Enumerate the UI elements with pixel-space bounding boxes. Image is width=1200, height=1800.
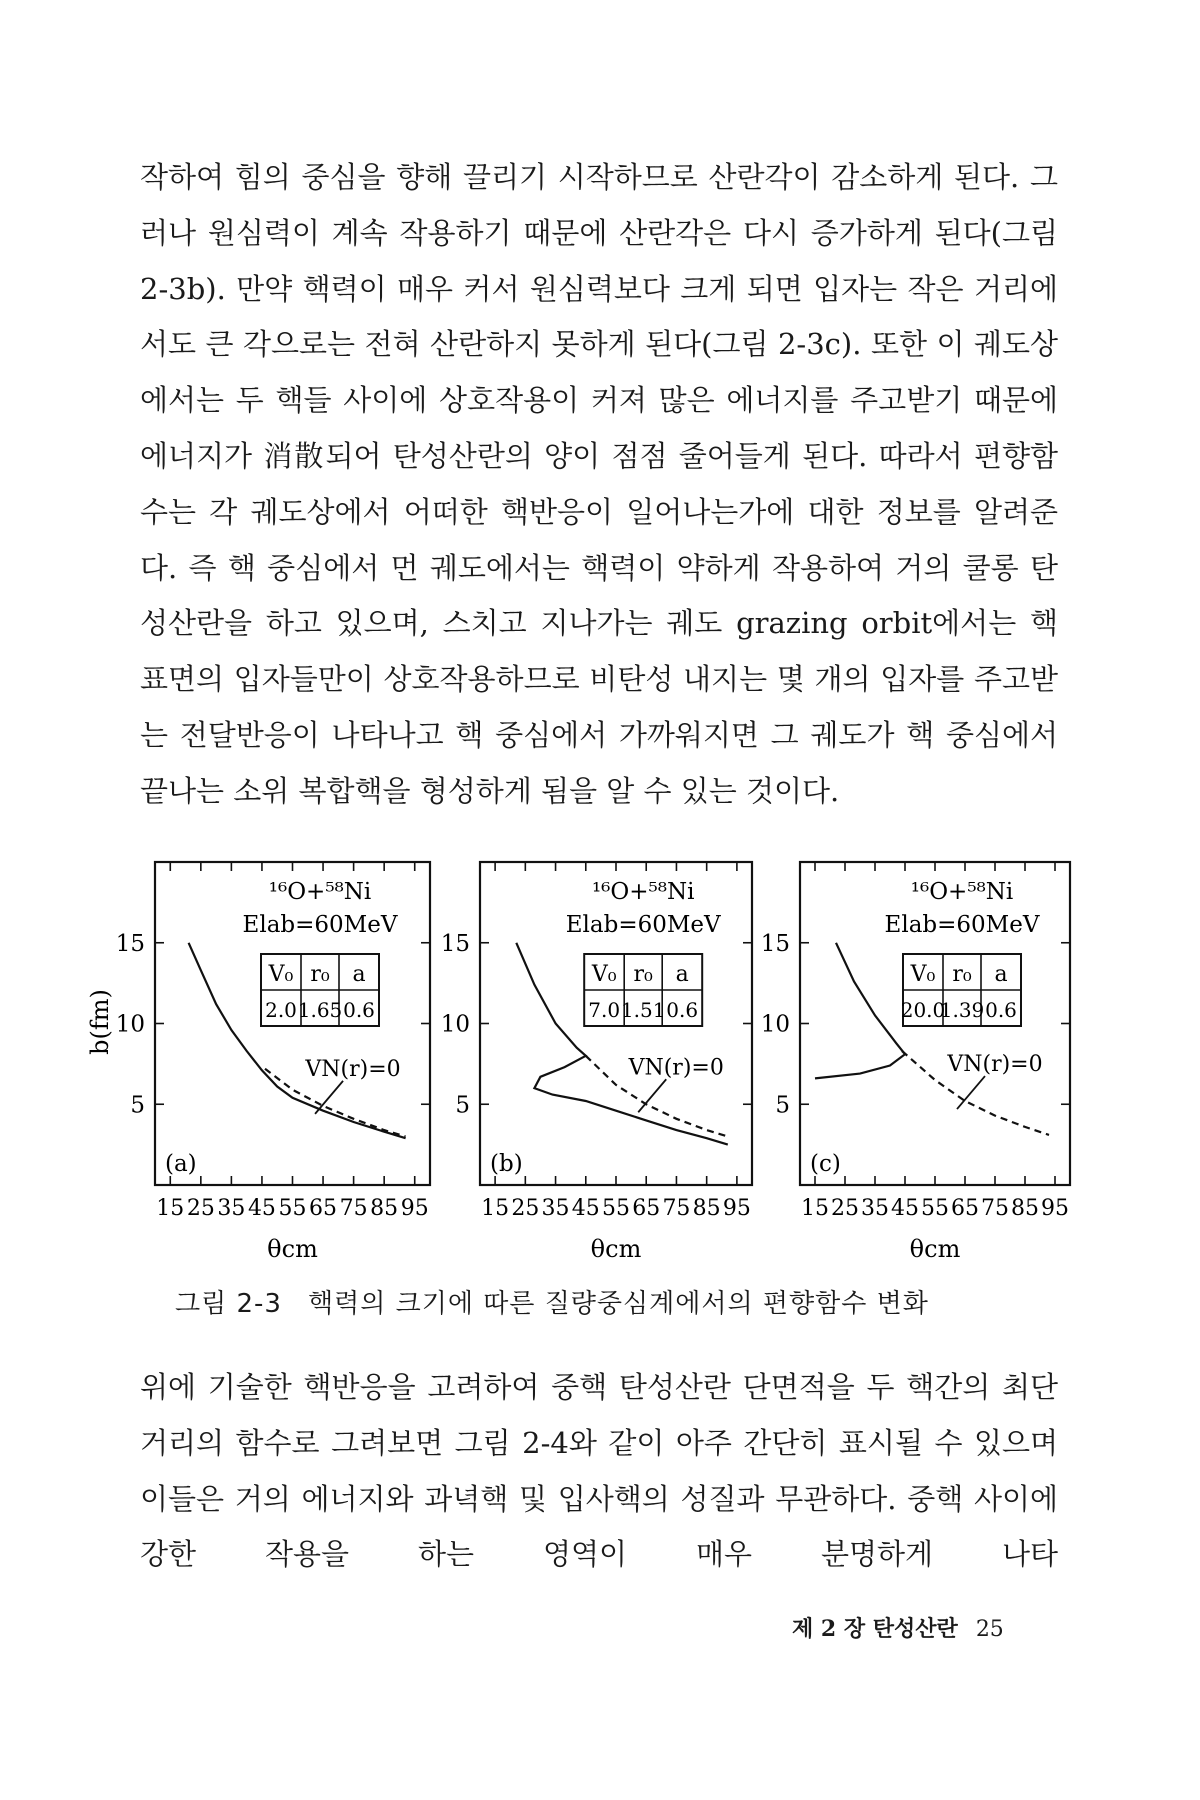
panel-3 <box>761 862 1070 1263</box>
x-tick-label: 65 <box>309 1196 338 1221</box>
x-tick-label: 55 <box>278 1196 307 1221</box>
x-axis-label: θcm <box>590 1235 642 1263</box>
coulomb-label: VN(r)=0 <box>628 1055 724 1081</box>
x-tick-label: 35 <box>861 1196 889 1221</box>
table-header: V₀ <box>268 962 294 987</box>
reaction-label: ¹⁶O+⁵⁸Ni <box>591 879 695 905</box>
y-tick-label: 10 <box>115 1011 145 1038</box>
x-tick-label: 65 <box>951 1196 979 1221</box>
x-tick-label: 95 <box>400 1196 429 1221</box>
table-header: r₀ <box>952 962 972 987</box>
y-tick-label: 5 <box>455 1092 470 1119</box>
body-paragraph-1: 작하여 힘의 중심을 향해 끌리기 시작하므로 산란각이 감소하게 된다. 그러나 원심력이 계속 작용하기 때문에 산란각은 다시 증가하게 된다(그림 2-3b). 만약 핵력이 매우 커서 원심력보다 크게 되면 입자는 작은 거리에서도 큰 각으로는 전혀 산란하지 못하게 된다(그림 2-3c). 또한 이 궤도상에서는 두 핵들 사이에 상호작용이 커져 많은 에너지를 주고받기 때문에 에너지가 消散되어 탄성산란의 양이 점점 줄어들게 된다. 따라서 편향함수는 각 궤도상에서 어떠한 핵반응이 일어나는가에 대한 정보를 알려준다. 즉 핵 중심에서 먼 궤도에서는 핵력이 약하게 작용하여 거의 쿨롱 탄성산란을 하고 있으며, 스치고 지나가는 궤도 grazing orbit에서는 핵 표면의 입자들만이 상호작용하므로 비탄성 내지는 몇 개의 입자를 주고받는 전달반응이 나타나고 핵 중심에서 가까워지면 그 궤도가 핵 중심에서 끝나는 소위 복합핵을 형성하게 됨을 알 수 있는 것이다. <box>140 160 1058 808</box>
caption-text: 핵력의 크기에 따른 질량중심계에서의 편향함수 변화 <box>307 1289 929 1319</box>
figure-caption <box>175 1283 929 1320</box>
x-tick-label: 25 <box>831 1196 859 1221</box>
y-tick-label: 15 <box>440 930 470 957</box>
reaction-label: ¹⁶O+⁵⁸Ni <box>910 879 1014 905</box>
table-header: r₀ <box>310 962 330 987</box>
x-tick-label: 15 <box>801 1196 829 1221</box>
x-tick-label: 45 <box>247 1196 276 1221</box>
x-tick-label: 85 <box>370 1196 399 1221</box>
chapter-title: 제 2 장 탄성산란 <box>792 1616 958 1642</box>
reaction-label: ¹⁶O+⁵⁸Ni <box>268 879 372 905</box>
table-header: V₀ <box>910 962 936 987</box>
table-header: a <box>675 962 689 987</box>
y-tick-label: 15 <box>760 930 790 957</box>
x-tick-label: 25 <box>186 1196 215 1221</box>
y-tick-label: 5 <box>775 1092 790 1119</box>
coulomb-label: VN(r)=0 <box>947 1052 1043 1078</box>
x-axis-label: θcm <box>909 1235 961 1263</box>
x-tick-label: 15 <box>156 1196 185 1221</box>
y-axis-label: b(fm) <box>86 989 114 1055</box>
x-tick-label: 25 <box>511 1196 540 1221</box>
panel-label: (a) <box>165 1151 197 1177</box>
panel-2 <box>441 862 752 1263</box>
y-tick-label: 5 <box>130 1092 145 1119</box>
table-header: r₀ <box>633 962 653 987</box>
energy-label: Elab=60MeV <box>565 912 721 938</box>
table-value: 1.65 <box>297 998 343 1022</box>
energy-label: Elab=60MeV <box>884 912 1040 938</box>
page-number: 25 <box>975 1617 1004 1642</box>
body-paragraph-2: 위에 기술한 핵반응을 고려하여 중핵 탄성산란 단면적을 두 핵간의 최단거리의 함수로 그려보면 그림 2-4와 같이 아주 간단히 표시될 수 있으며 이들은 거의 에너지와 과녁핵 및 입사핵의 성질과 무관하다. 중핵 사이에 강한 작용을 하는 영역이 매우 분명하게 나타 <box>140 1370 1058 1572</box>
table-header: a <box>994 962 1008 987</box>
page-footer <box>792 1612 1004 1643</box>
x-tick-label: 85 <box>1011 1196 1039 1221</box>
x-tick-label: 75 <box>981 1196 1009 1221</box>
y-tick-label: 10 <box>440 1011 470 1038</box>
x-tick-label: 35 <box>217 1196 246 1221</box>
table-value: 0.6 <box>985 998 1017 1022</box>
y-tick-label: 10 <box>760 1011 790 1038</box>
panel-1 <box>116 862 430 1263</box>
coulomb-label: VN(r)=0 <box>305 1056 401 1082</box>
panel-label: (b) <box>490 1151 523 1177</box>
x-tick-label: 35 <box>541 1196 570 1221</box>
energy-label: Elab=60MeV <box>242 912 398 938</box>
x-tick-label: 75 <box>662 1196 691 1221</box>
x-tick-label: 85 <box>692 1196 721 1221</box>
x-tick-label: 75 <box>339 1196 368 1221</box>
x-tick-label: 55 <box>602 1196 630 1221</box>
table-header: V₀ <box>591 962 617 987</box>
y-tick-label: 15 <box>115 930 145 957</box>
table-value: 1.39 <box>939 998 985 1022</box>
table-value: 2.0 <box>265 998 297 1022</box>
table-value: 1.51 <box>620 998 666 1022</box>
table-value: 7.0 <box>588 998 621 1022</box>
panel-label: (c) <box>810 1151 841 1177</box>
x-tick-label: 45 <box>571 1196 600 1221</box>
deflection-curve <box>815 943 905 1079</box>
x-tick-label: 65 <box>632 1196 661 1221</box>
caption-number: 그림 2-3 <box>175 1289 282 1319</box>
x-tick-label: 15 <box>481 1196 510 1221</box>
x-tick-label: 55 <box>921 1196 949 1221</box>
x-tick-label: 45 <box>891 1196 919 1221</box>
table-value: 0.6 <box>343 998 375 1022</box>
table-value: 0.6 <box>666 998 699 1022</box>
x-axis-label: θcm <box>267 1235 318 1263</box>
x-tick-label: 95 <box>722 1196 751 1221</box>
table-value: 20.0 <box>900 998 946 1022</box>
table-header: a <box>352 962 366 987</box>
x-tick-label: 95 <box>1041 1196 1069 1221</box>
